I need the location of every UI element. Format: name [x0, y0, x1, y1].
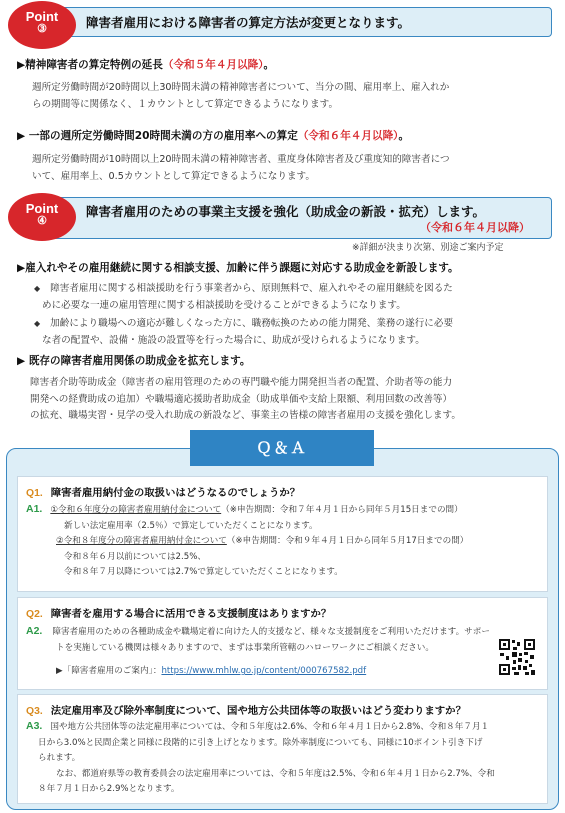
point3-badge	[8, 1, 76, 49]
point3-item2-heading: ▶ 一部の週所定労働時間20時間未満の方の雇用率への算定（令和６年４月以降）。	[17, 130, 410, 142]
point4-bullet1: ◆ 障害者雇用に関する相談援助を行う事業者から、原則無料で、雇入れやその雇用継続を図るた めに必要な一連の雇用管理に関する相談援助を受けることができるようになります。	[34, 283, 453, 311]
a1-answer: A1. ①令和６年度分の障害者雇用納付金について（※申告期間：令和７年４月１日から同年５月15日までの間） 新しい法定雇用率（2.5％）で算定していただくことになります。 ②令和８年度分の障害者雇用納付金について（※申告期間：令和９年４月１日から同年５月17日までの間） 令和８年６月以前については2.5%、 令和８年７月以降については2.7%で算定していただくことになります。	[26, 503, 469, 577]
q1-question: Q1. 障害者雇用納付金の取扱いはどうなるのでしょうか？	[26, 487, 301, 499]
a2-link-row: ▶「障害者雇用のご案内」：https://www.mhlw.go.jp/content/000767582.pdf	[56, 666, 367, 676]
q3-question: Q3. 法定雇用率及び除外率制度について、国や地方公共団体等の取扱いはどう変わりますか？	[26, 705, 466, 717]
point4-title: 障害者雇用のための事業主支援を強化（助成金の新設・拡充）します。	[86, 204, 486, 219]
a2-answer: A2. 障害者雇用のための各種助成金や職場定着に向けた人的支援など、様々な支援制度をご利用いただけます。サポー トを実施している機関は様々ありますので、まずは事業所管轄のハローワークにご相談ください。	[26, 625, 490, 653]
point4-badge	[8, 193, 76, 241]
point4-date: （令和６年４月以降）	[420, 221, 530, 234]
point4-note: ※詳細が決まり次第、別途ご案内予定	[352, 243, 504, 253]
diamond-bullet-icon: ◆	[34, 319, 41, 328]
point4-item2-heading: ▶ 既存の障害者雇用関係の助成金を拡充します。	[17, 355, 251, 367]
point4-item2-body: 障害者介助等助成金（障害者の雇用管理のための専門職や能力開発担当者の配置、介助者等の能力 開発への経費助成の追加）や職場適応援助者助成金（助成単価や支給上限額、利用回数の改善等） の拡充、職場実習・見学の受入れ助成の新設など、事業主の皆様の障害者雇用の支援を強化します。	[30, 377, 461, 421]
point3-title: 障害者雇用における障害者の算定方法が変更となります。	[86, 15, 411, 30]
qr-code-icon	[498, 638, 536, 676]
point4-badge-num: ④	[37, 215, 47, 227]
point4-item1-heading: ▶雇入れやその雇用継続に関する相談支援、加齢に伴う課題に対応する助成金を新設します。	[17, 262, 459, 274]
guide-pdf-link[interactable]: https://www.mhlw.go.jp/content/000767582.pdf	[161, 666, 367, 676]
qa-title: Ｑ＆Ａ	[190, 430, 374, 466]
point3-item2-body: 週所定労働時間が10時間以上20時間未満の精神障害者、重度身体障害者及び重度知的障害者につ いて、雇用率上、0.5カウントとして算定できるようになります。	[32, 154, 450, 182]
point3-badge-word: Point	[25, 9, 59, 24]
point4-bullet2: ◆ 加齢により職場への適応が難しくなった方に、職務転換のための能力開発、業務の遂行に必要 な者の配置や、設備・施設の設置等を行った場合に、助成が受けられるようになります。	[34, 318, 454, 346]
q2-question: Q2. 障害者を雇用する場合に活用できる支援制度はありますか？	[26, 608, 332, 620]
point3-badge-num: ③	[37, 23, 47, 35]
point4-badge-word: Point	[25, 201, 59, 216]
point3-item1-body: 週所定労働時間が20時間以上30時間未満の精神障害者について、当分の間、雇用率上、雇入れか らの期間等に関係なく、１カウントとして算定できるようになります。	[32, 82, 450, 110]
diamond-bullet-icon: ◆	[34, 284, 41, 293]
a3-answer: A3. 国や地方公共団体等の法定雇用率については、令和５年度は2.6%、令和６年４月１日から2.8%、令和８年７月１ 日から3.0%と民間企業と同様に段階的に引き上げとなります。除外率制度についても、同様に10ポイント引き下げ られます。 なお、都道府県等の教育委員会の法定雇用率については、令和５年度は2.5%、令和６年４月１日から2.7%、令和 ８年７月１日から2.9%となります。	[26, 720, 495, 794]
point3-item1-heading: ▶精神障害者の算定特例の延長（令和５年４月以降）。	[17, 59, 275, 71]
